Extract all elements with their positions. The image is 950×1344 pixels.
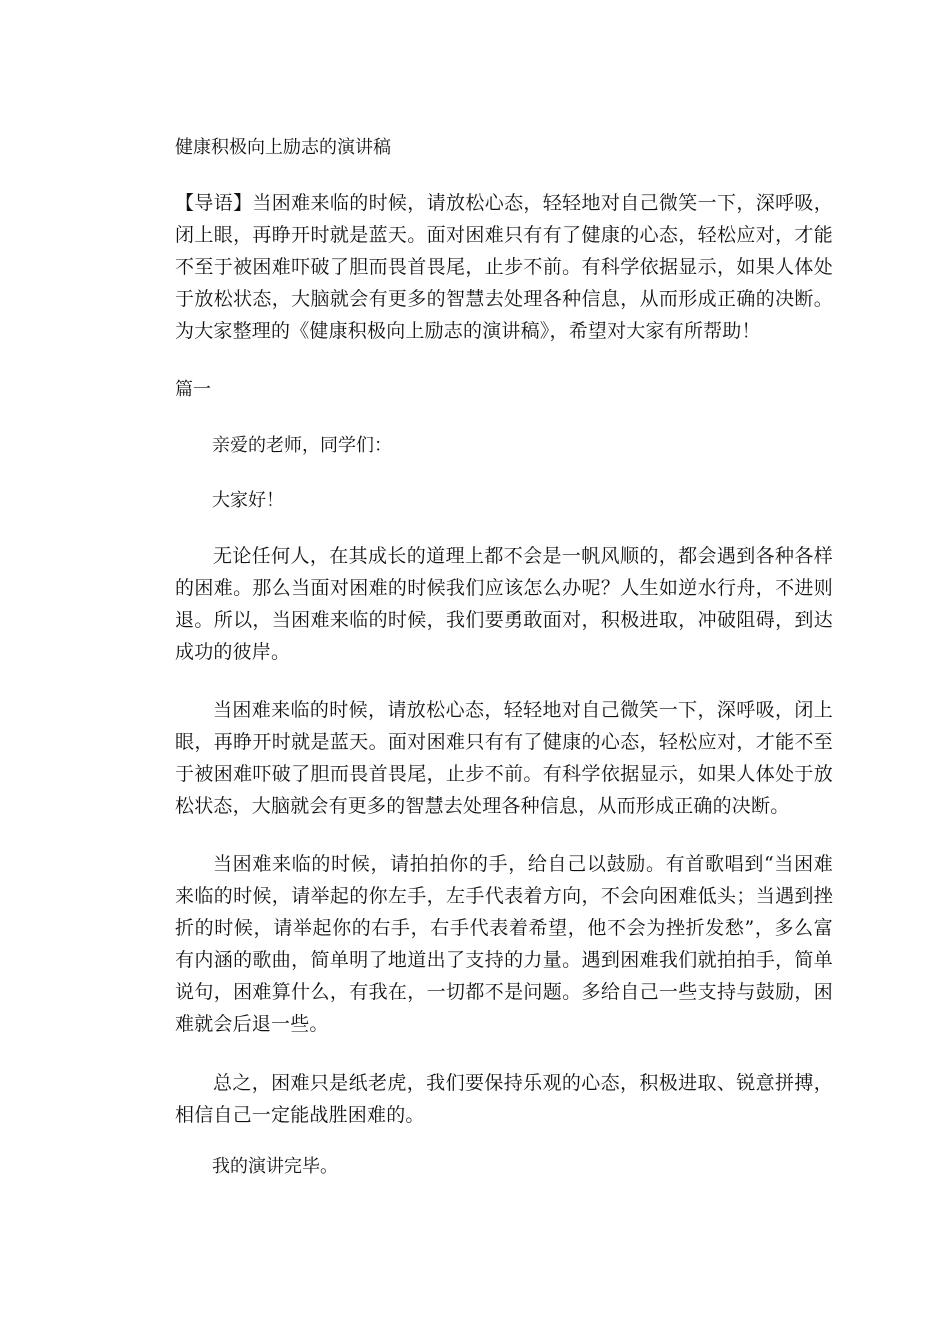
closing-line: 我的演讲完毕。 [212, 1156, 338, 1177]
intro-paragraph: 【导语】当困难来临的时候，请放松心态，轻轻地对自己微笑一下，深呼吸，闭上眼，再睁开时就是蓝天。面对困难只有有了健康的心态，轻松应对，才能不至于被困难吓破了胆而畏首畏尾，止步不前。有科学依据显示，如果人体处于放松状态，大脑就会有更多的智慧去处理各种信息，从而形成正确的决断。为大家整理的《健康积极向上励志的演讲稿》，希望对大家有所帮助！ [175, 192, 833, 342]
section-label: 篇一 [175, 379, 211, 400]
greeting-line: 亲爱的老师，同学们： [212, 435, 392, 456]
document-title: 健康积极向上励志的演讲稿 [175, 137, 391, 158]
hello-line: 大家好！ [212, 490, 284, 511]
body-paragraph-4: 总之，困难只是纸老虎，我们要保持乐观的心态，积极进取、锐意拼搏，相信自己一定能战胜困难的。 [175, 1072, 833, 1126]
body-paragraph-3: 当困难来临的时候，请拍拍你的手，给自己以鼓励。有首歌唱到“当困难来临的时候，请举起的你左手，左手代表着方向，不会向困难低头；当遇到挫折的时候，请举起你的右手，右手代表着希望，他不会为挫折发愁”，多么富有内涵的歌曲，简单明了地道出了支持的力量。遇到困难我们就拍拍手，简单说句，困难算什么，有我在，一切都不是问题。多给自己一些支持与鼓励，困难就会后退一些。 [175, 853, 833, 1035]
body-paragraph-1: 无论任何人，在其成长的道理上都不会是一帆风顺的，都会遇到各种各样的困难。那么当面对困难的时候我们应该怎么办呢？人生如逆水行舟，不进则退。所以，当困难来临的时候，我们要勇敢面对，积极进取，冲破阻碍，到达成功的彼岸。 [175, 545, 833, 663]
body-paragraph-2: 当困难来临的时候，请放松心态，轻轻地对自己微笑一下，深呼吸，闭上眼，再睁开时就是蓝天。面对困难只有有了健康的心态，轻松应对，才能不至于被困难吓破了胆而畏首畏尾，止步不前。有科学依据显示，如果人体处于放松状态，大脑就会有更多的智慧去处理各种信息，从而形成正确的决断。 [175, 699, 833, 817]
